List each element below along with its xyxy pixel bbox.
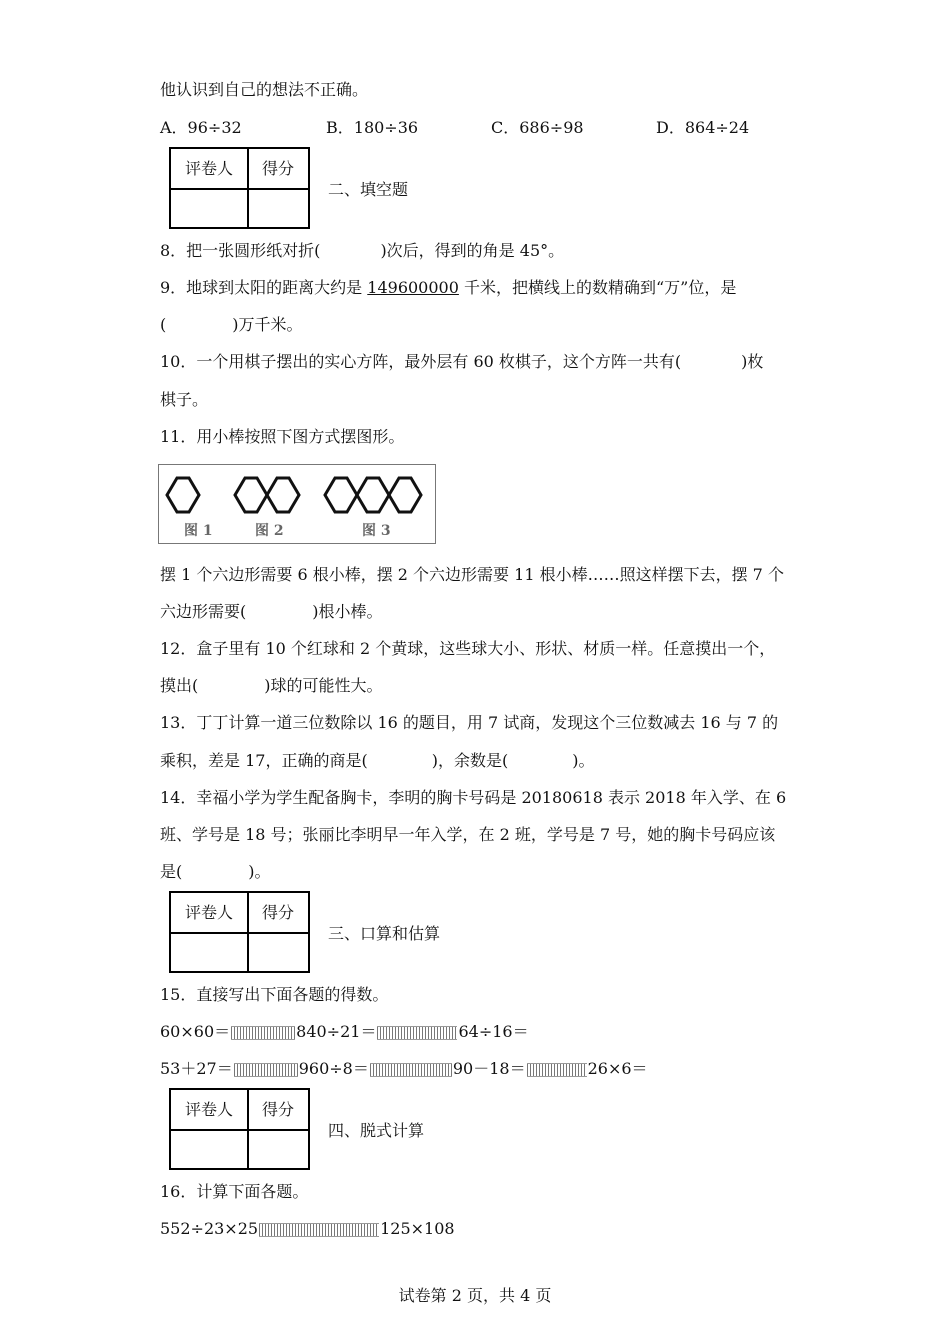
hexagon [357, 478, 389, 512]
figure-label-2: 图 2 [255, 523, 284, 539]
answer-space[interactable] [527, 1063, 587, 1077]
option-d: D．864÷24 [656, 118, 750, 137]
answer-space[interactable] [377, 1026, 457, 1040]
question-13: 13．丁丁计算一道三位数除以 16 的题目，用 7 试商，发现这个三位数减去 16 与 7 的 [160, 713, 779, 732]
mental-math-row-2: 53＋27＝ 960÷8＝ 90－18＝ 26×6＝ [160, 1059, 648, 1078]
question-8: 8．把一张圆形纸对折( )次后，得到的角是 45°。 [160, 241, 565, 260]
score-label: 得分 [261, 1100, 294, 1119]
mental-math-row-1: 60×60＝ 840÷21＝ 64÷16＝ [160, 1022, 529, 1041]
question-13-line2: 乘积，差是 17，正确的商是( )，余数是( )。 [160, 751, 595, 770]
question-10-line2: 棋子。 [160, 390, 209, 409]
section-title-mental-math: 三、口算和估算 [328, 924, 441, 943]
section-title-step-calc: 四、脱式计算 [328, 1121, 425, 1140]
reviewer-label: 评卷人 [184, 903, 233, 922]
question-15: 15．直接写出下面各题的得数。 [160, 985, 389, 1004]
hexagon [167, 478, 199, 512]
section-title-fill-blank: 二、填空题 [328, 180, 409, 199]
option-a: A．96÷32 [160, 118, 242, 137]
hexagon [389, 478, 421, 512]
question-11: 11．用小棒按照下图方式摆图形。 [160, 427, 405, 446]
underlined-number: 149600000 [367, 278, 459, 297]
answer-space[interactable] [370, 1063, 452, 1077]
question-12-line2: 摸出( )球的可能性大。 [160, 676, 383, 695]
score-label: 得分 [261, 159, 294, 178]
reviewer-label: 评卷人 [184, 1100, 233, 1119]
score-table [169, 891, 310, 973]
reviewer-label: 评卷人 [184, 159, 233, 178]
question-11-text: 摆 1 个六边形需要 6 根小棒，摆 2 个六边形需要 11 根小棒……照这样摆下去，摆 7 个 [160, 565, 784, 584]
score-label: 得分 [261, 903, 294, 922]
question-16: 16．计算下面各题。 [160, 1182, 309, 1201]
hexagon [325, 478, 357, 512]
figure-label-3: 图 3 [362, 523, 391, 539]
option-b: B．180÷36 [326, 118, 419, 137]
question-10: 10．一个用棋子摆出的实心方阵，最外层有 60 枚棋子，这个方阵一共有( )枚 [160, 352, 764, 371]
hexagon [267, 478, 299, 512]
question-11-line2: 六边形需要( )根小棒。 [160, 602, 383, 621]
answer-space[interactable] [231, 1026, 295, 1040]
answer-space[interactable] [259, 1223, 379, 1237]
question-7-continuation: 他认识到自己的想法不正确。 [160, 80, 369, 99]
question-14-line3: 是( )。 [160, 862, 271, 881]
option-c: C．686÷98 [491, 118, 584, 137]
question-14: 14．幸福小学为学生配备胸卡，李明的胸卡号码是 20180618 表示 2018 年入学、在 6 [160, 788, 787, 807]
question-9: 9．地球到太阳的距离大约是 149600000 千米，把横线上的数精确到“万”位，是 [160, 278, 737, 297]
hexagon [235, 478, 267, 512]
question-14-line2: 班、学号是 18 号；张丽比李明早一年入学，在 2 班，学号是 7 号，她的胸卡号码应该 [160, 825, 776, 844]
question-12: 12．盒子里有 10 个红球和 2 个黄球，这些球大小、形状、材质一样。任意摸出一个， [160, 639, 776, 658]
step-calc-row-1: 552÷23×25 125×108 [160, 1219, 455, 1238]
answer-space[interactable] [234, 1063, 298, 1077]
score-table [169, 147, 310, 229]
page-footer: 试卷第 2 页，共 4 页 [398, 1286, 552, 1305]
question-9-line2: ( )万千米。 [160, 315, 303, 334]
figure-label-1: 图 1 [184, 523, 213, 539]
score-table [169, 1088, 310, 1170]
